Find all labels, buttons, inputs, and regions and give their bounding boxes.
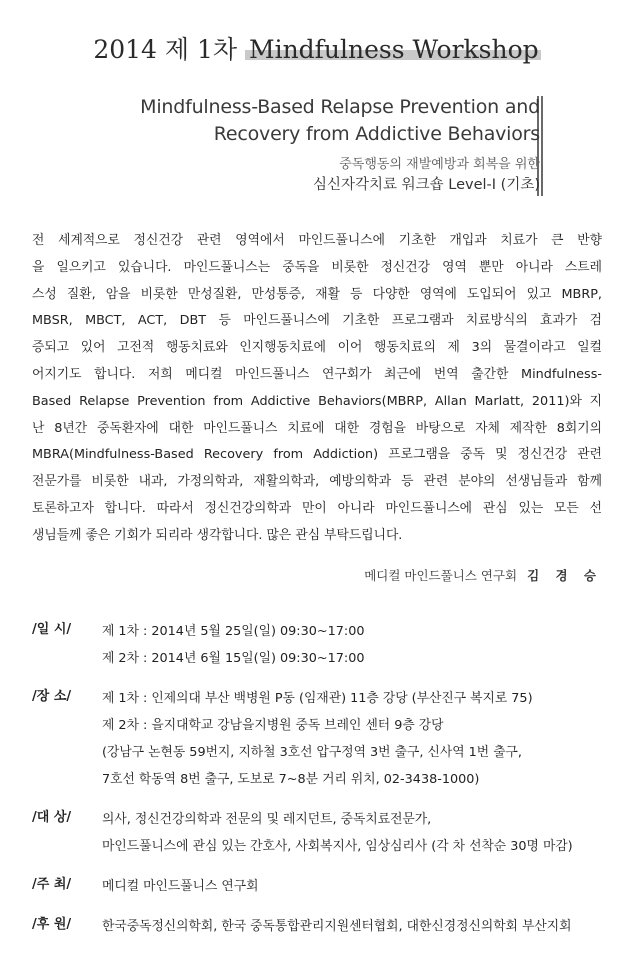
- info-line: 한국중독정신의학회, 한국 중독통합관리지원센터협회, 대한신경정신의학회 부산지회: [102, 919, 572, 934]
- paragraph-line: Based Relapse Prevention from Addictive Behaviors(MBRP, Allan Marlatt, 2011)와 지: [32, 393, 602, 409]
- subtitle-block: [140, 94, 540, 196]
- subtitle-ko-line2: 심신자각치료 워크숍 Level-I (기초): [312, 177, 540, 193]
- paragraph-line: 전문가를 비롯한 내과, 가정의학과, 재활의학과, 예방의학과 등 관련 분야의 선생님들과 함께: [32, 474, 602, 490]
- info-line: 7호선 학동역 8번 출구, 도보로 7~8분 거리 위치, 02-3438-1000): [102, 772, 480, 787]
- title-prefix: 2014 제 1차: [93, 35, 245, 64]
- paragraph-line: 스성 질환, 암을 비롯한 만성질환, 만성통증, 재활 등 다양한 영역에 도입되어 있고 MBRP,: [32, 286, 602, 302]
- info-row-sponsor: [32, 913, 612, 940]
- info-label: /장 소/: [32, 689, 72, 704]
- info-label: /후 원/: [32, 917, 72, 932]
- info-line: 제 1차 : 인제의대 부산 백병원 P동 (임재관) 11층 강당 (부산진구 복지로 75): [102, 691, 533, 706]
- paragraph-line: 생님들께 좋은 기회가 되리라 생각합니다. 많은 관심 부탁드립니다.: [32, 527, 403, 543]
- info-label: /일 시/: [32, 622, 72, 637]
- info-line: 메디컬 마인드풀니스 연구회: [102, 879, 259, 894]
- info-row-date: [32, 618, 612, 672]
- info-row-host: [32, 873, 612, 900]
- paragraph-line: 전 세계적으로 정신건강 관련 영역에서 마인드풀니스에 기초한 개입과 치료가 큰 반향: [32, 233, 602, 248]
- signature-org: 메디컬 마인드풀니스 연구회: [364, 568, 518, 583]
- info-row-venue: [32, 685, 612, 793]
- intro-paragraph: [32, 228, 602, 550]
- paragraph-line: MBRA(Mindfulness-Based Recovery from Addiction) 프로그램을 중독 및 정신건강 관련: [32, 447, 602, 463]
- signature-name: 김 경 승: [527, 568, 602, 583]
- paragraph-line: 난 8년간 중독환자에 대한 마인드풀니스 치료에 대한 경험을 바탕으로 자체 제작한 8회기의: [32, 420, 602, 436]
- title-highlight: Mindfulness Workshop: [245, 35, 541, 64]
- subtitle-en-line1: Mindfulness-Based Relapse Prevention and: [140, 96, 540, 118]
- signature: [364, 566, 602, 584]
- page-title: [0, 30, 634, 66]
- info-line: 제 1차 : 2014년 5월 25일(일) 09:30~17:00: [102, 624, 365, 639]
- paragraph-line: 증되고 있어 고전적 행동치료와 인지행동치료에 이어 행동치료의 제 3의 물결이라고 일컬: [32, 340, 602, 356]
- info-line: 제 2차 : 2014년 6월 15일(일) 09:30~17:00: [102, 651, 365, 666]
- paragraph-line: MBSR, MBCT, ACT, DBT 등 마인드풀니스에 기초한 프로그램과 치료방식의 효과가 검: [32, 313, 602, 329]
- info-label: /주 최/: [32, 877, 72, 892]
- paragraph-line: 토론하고자 합니다. 따라서 정신건강의학과 만이 아니라 마인드풀니스에 관심 있는 모든 선: [32, 500, 602, 516]
- subtitle-ko-line1: 중독행동의 재발예방과 회복을 위한: [339, 157, 540, 172]
- paragraph-line: 을 일으키고 있습니다. 마인드풀니스는 중독을 비롯한 정신건강 영역 뿐만 아니라 스트레: [32, 259, 602, 275]
- info-line: 마인드풀니스에 관심 있는 간호사, 사회복지사, 임상심리사 (각 차 선착순 30명 마감): [102, 839, 573, 854]
- event-info: [32, 618, 612, 953]
- info-label: /대 상/: [32, 810, 72, 825]
- info-line: 의사, 정신건강의학과 전문의 및 레지던트, 중독치료전문가,: [102, 812, 432, 827]
- info-row-audience: [32, 806, 612, 860]
- paragraph-line: 어지기도 합니다. 저희 메디컬 마인드풀니스 연구회가 최근에 번역 출간한 Mindfulness-: [32, 366, 602, 382]
- info-line: 제 2차 : 을지대학교 강남을지병원 중독 브레인 센터 9층 강당: [102, 718, 444, 733]
- info-line: (강남구 논현동 59번지, 지하철 3호선 압구정역 3번 출구, 신사역 1번 출구,: [102, 745, 522, 760]
- subtitle-en-line2: Recovery from Addictive Behaviors: [213, 123, 540, 145]
